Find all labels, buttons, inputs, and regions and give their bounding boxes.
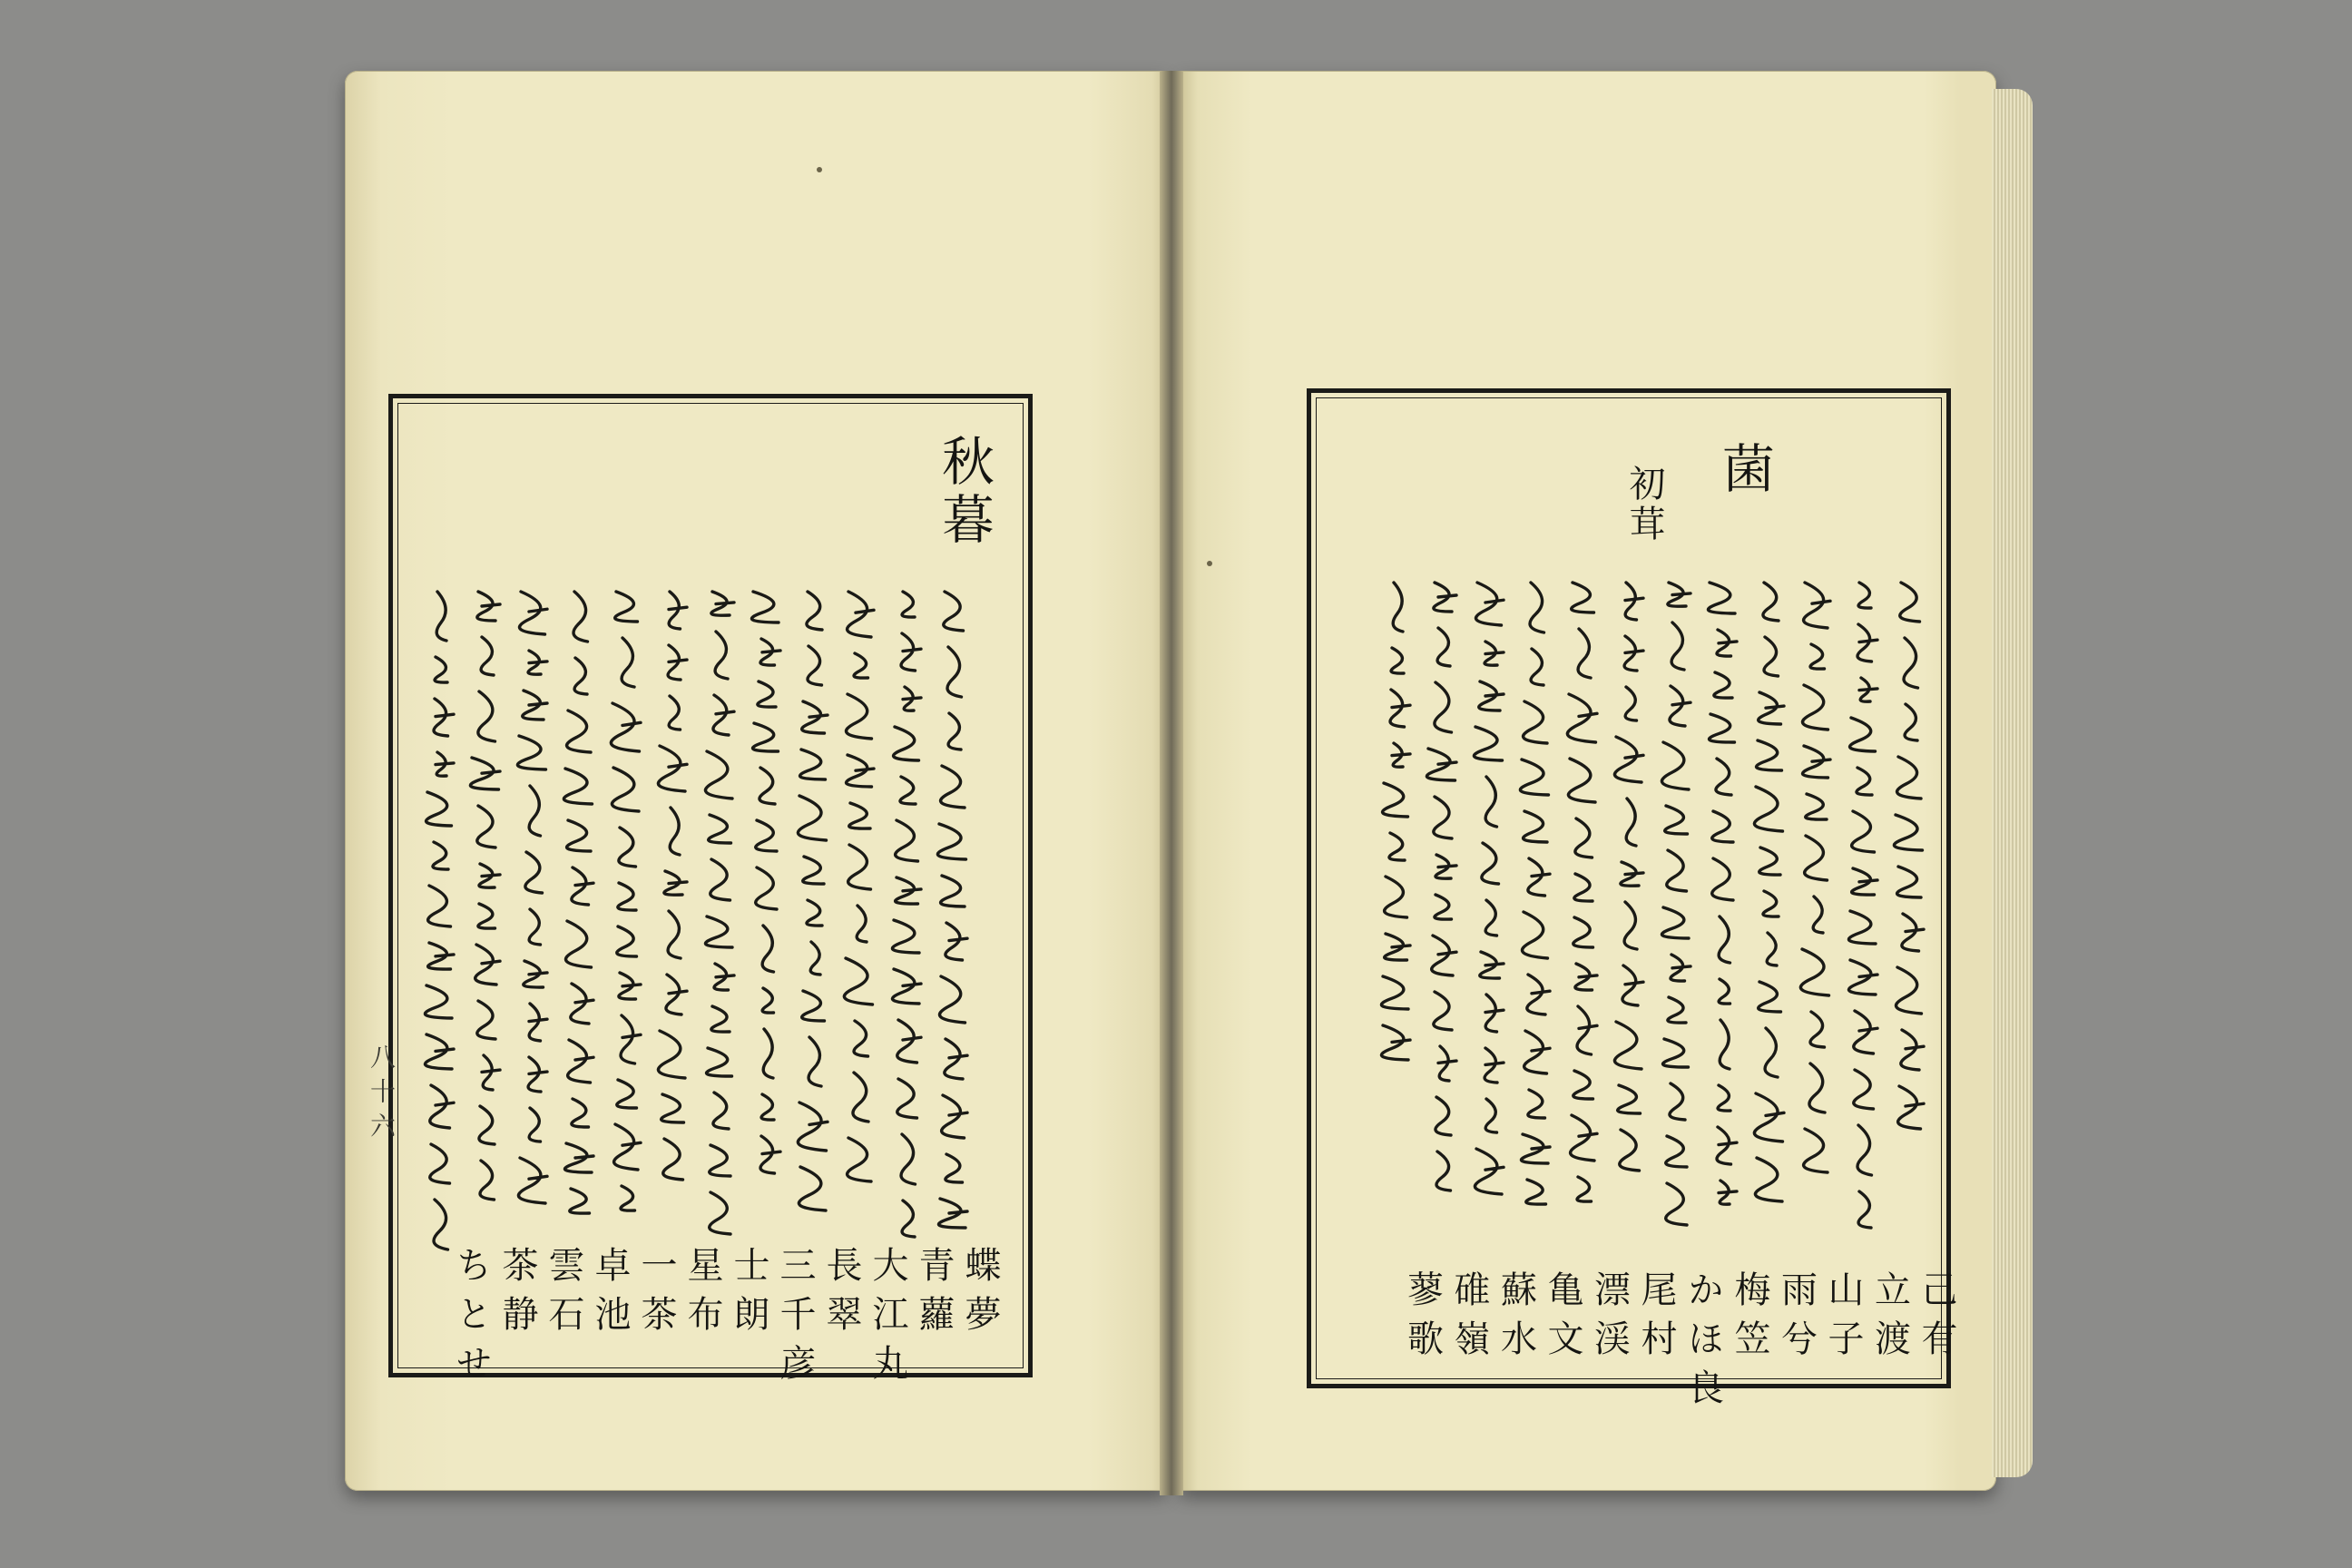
verse-line	[1523, 579, 1559, 1214]
poet-name: ちとせ	[450, 1246, 492, 1393]
book-gutter	[1160, 71, 1183, 1495]
paper-spot	[1207, 561, 1212, 566]
poet-name: 青蘿	[913, 1246, 955, 1344]
verse-line	[1476, 579, 1513, 1214]
poet-name: 碓嶺	[1448, 1270, 1490, 1368]
poet-name: 蘇水	[1494, 1270, 1537, 1368]
verse-line	[1850, 579, 1886, 1214]
verse-line	[473, 588, 509, 1223]
verse-line	[1663, 579, 1700, 1214]
verse-line	[847, 588, 883, 1214]
page-number: 八十六	[367, 1044, 397, 1147]
verse-line	[1429, 579, 1465, 1196]
verse-line	[520, 588, 556, 1214]
poet-name: かほ良	[1681, 1270, 1724, 1417]
poet-name: 茶静	[496, 1246, 538, 1344]
verse-line	[1616, 579, 1652, 1205]
page-edges	[1992, 89, 2033, 1477]
poet-name: 梅笠	[1729, 1270, 1770, 1368]
verse-line	[1570, 579, 1606, 1196]
open-book	[345, 71, 2033, 1495]
poet-name: 士朗	[728, 1246, 769, 1344]
section-heading-right: 菌	[1713, 441, 1775, 499]
verse-line	[1896, 579, 1933, 1160]
paper-spot	[817, 167, 822, 172]
verse-line	[940, 588, 976, 1223]
poet-name: 山子	[1822, 1270, 1864, 1368]
section-heading-left: 秋暮	[933, 434, 995, 550]
verse-line	[426, 588, 463, 1223]
poet-name: 卓池	[589, 1246, 631, 1344]
poet-name: 立渡	[1868, 1270, 1911, 1368]
verse-line	[1803, 579, 1839, 1205]
verse-line	[1757, 579, 1793, 1205]
poet-name: 蓼歌	[1401, 1270, 1444, 1368]
poet-name: 己有	[1916, 1270, 1957, 1368]
verse-line	[660, 588, 696, 1214]
verse-line	[800, 588, 837, 1223]
poet-name: 漂渓	[1588, 1270, 1631, 1368]
poet-name: 三千彦	[774, 1246, 816, 1393]
verse-line	[613, 588, 650, 1223]
verse-line	[1710, 579, 1746, 1214]
verse-line	[707, 588, 743, 1223]
poet-name: 星布	[681, 1246, 723, 1344]
poet-name: 尾村	[1635, 1270, 1677, 1368]
verse-line	[753, 588, 789, 1205]
verse-line	[566, 588, 603, 1223]
verse-line	[894, 588, 930, 1223]
poet-name: 大江丸	[867, 1246, 908, 1393]
poet-name: 亀文	[1542, 1270, 1583, 1368]
poet-name: 一茶	[635, 1246, 677, 1344]
poet-name: 雲石	[543, 1246, 584, 1344]
verse-line	[1383, 579, 1419, 1087]
subheading-right: 初茸	[1623, 465, 1665, 544]
poet-name: 雨兮	[1775, 1270, 1818, 1368]
poet-name: 蝶夢	[959, 1246, 1001, 1344]
poet-name: 長翠	[820, 1246, 862, 1344]
